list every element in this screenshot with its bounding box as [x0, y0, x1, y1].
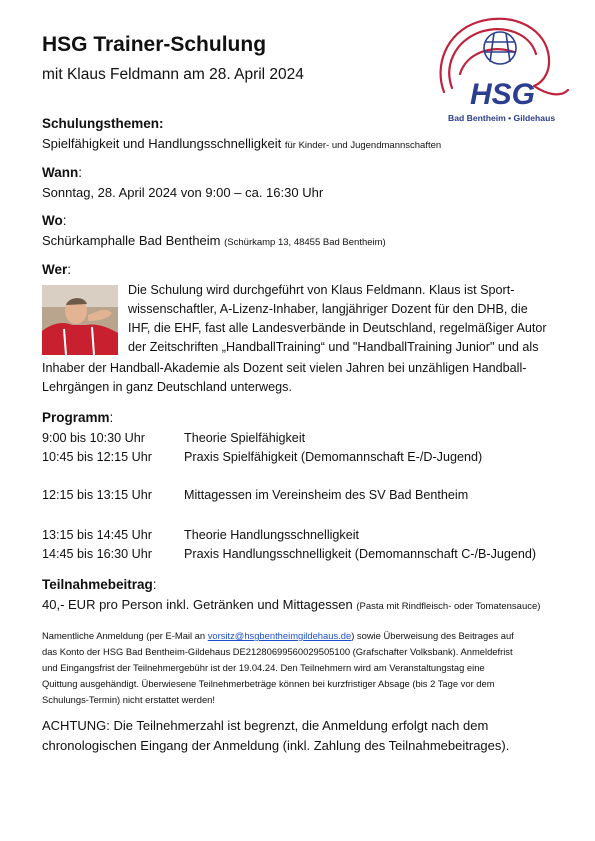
beitrag-colon: :	[152, 577, 157, 592]
wann-text: Sonntag, 28. April 2024 von 9:00 – ca. 16:30 Uhr	[42, 185, 324, 200]
wer-line-4: der Zeitschriften „HandballTraining“ und "HandballTraining Junior" und als	[128, 340, 539, 354]
programm-desc-5: Praxis Handlungsschnelligkeit (Demomannschaft C-/B-Jugend)	[184, 547, 537, 561]
wann-colon: :	[78, 165, 83, 180]
beitrag-note: (Pasta mit Rindfleisch- oder Tomatensauce)	[356, 601, 541, 612]
anmeldung-line-1	[42, 630, 514, 641]
wer-heading: Wer	[42, 262, 68, 277]
programm-time-1: 9:00 bis 10:30 Uhr	[42, 431, 145, 445]
anmeldung-line-2: das Konto der HSG Bad Bentheim-Gildehaus DE21280699560029505100 (Grafschafter Volksbank). Anmeldefrist	[42, 646, 513, 657]
anmeldung-line-4: Quittung ausgehändigt. Überwiesene Teilnehmerbeträge können bei kurzfristiger Absage (bis 2 Tage vor dem	[42, 678, 495, 689]
beitrag-heading-line	[42, 577, 157, 592]
programm-time-4: 13:15 bis 14:45 Uhr	[42, 528, 152, 542]
wo-line	[42, 233, 386, 248]
wann-heading: Wann	[42, 165, 79, 180]
logo-caption: Bad Bentheim • Gildehaus	[448, 113, 556, 123]
email-link[interactable]: vorsitz@hsgbentheimgildehaus.de	[207, 630, 352, 641]
programm-desc-3: Mittagessen im Vereinsheim des SV Bad Bentheim	[184, 488, 469, 502]
page-subtitle: mit Klaus Feldmann am 28. April 2024	[42, 66, 304, 83]
programm-colon: :	[109, 410, 114, 425]
wo-text: Schürkamphalle Bad Bentheim	[42, 233, 221, 248]
wer-line-1: Die Schulung wird durchgeführt von Klaus Feldmann. Klaus ist Sport-	[128, 283, 515, 297]
achtung-line-1: ACHTUNG: Die Teilnehmerzahl ist begrenzt, die Anmeldung erfolgt nach dem	[42, 718, 489, 733]
wer-colon: :	[67, 262, 72, 277]
themen-main: Spielfähigkeit und Handlungsschnelligkeit	[42, 136, 282, 151]
programm-desc-4: Theorie Handlungsschnelligkeit	[184, 528, 360, 542]
hsg-logo	[430, 14, 570, 126]
themen-note: für Kinder- und Jugendmannschaften	[284, 140, 442, 151]
wer-line-5: Inhaber der Handball-Akademie als Dozent seit vielen Jahren bei unzähligen Handball-	[42, 361, 527, 375]
page-title: HSG Trainer-Schulung	[42, 33, 267, 56]
programm-time-5: 14:45 bis 16:30 Uhr	[42, 547, 152, 561]
wo-heading: Wo	[42, 213, 63, 228]
achtung-line-2: chronologischen Eingang der Anmeldung (inkl. Zahlung des Teilnahmebeitrages).	[42, 738, 510, 753]
wer-line-6: Lehrgängen in ganz Deutschland unterwegs.	[42, 380, 292, 394]
beitrag-text: 40,- EUR pro Person inkl. Getränken und Mittagessen	[42, 597, 353, 612]
anmeldung-pre: Namentliche Anmeldung (per E-Mail an	[42, 630, 208, 641]
anmeldung-line-3: und Eingangsfrist der Teilnehmergebühr ist der 19.04.24. Den Teilnehmern wird am Veranstaltungstag eine	[42, 662, 485, 673]
anmeldung-line-5: Schulungs-Termin) nicht erstattet werden!	[42, 694, 215, 705]
wann-heading-line	[42, 165, 82, 180]
programm-desc-1: Theorie Spielfähigkeit	[184, 431, 306, 445]
themen-line	[42, 136, 441, 151]
programm-time-2: 10:45 bis 12:15 Uhr	[42, 450, 152, 464]
anmeldung-post: ) sowie Überweisung des Beitrages auf	[351, 630, 514, 641]
wo-note: (Schürkamp 13, 48455 Bad Bentheim)	[224, 237, 386, 248]
wer-heading-line	[42, 262, 71, 277]
wo-heading-line	[42, 213, 67, 228]
programm-heading: Programm	[42, 410, 110, 425]
beitrag-line	[42, 597, 540, 612]
logo-text: HSG	[470, 78, 536, 111]
programm-time-3: 12:15 bis 13:15 Uhr	[42, 488, 152, 502]
wo-colon: :	[62, 213, 67, 228]
wer-line-3: IHF, die EHF, fast alle Landesverbände in Deutschland, regelmäßiger Autor	[128, 321, 547, 335]
beitrag-heading: Teilnahmebeitrag	[42, 577, 153, 592]
programm-desc-2: Praxis Spielfähigkeit (Demomannschaft E-/D-Jugend)	[184, 450, 483, 464]
trainer-photo	[42, 285, 118, 355]
wer-line-2: wissenschaftler, A-Lizenz-Inhaber, langjähriger Dozent für den DHB, die	[128, 302, 528, 316]
programm-heading-line	[42, 410, 113, 425]
themen-heading: Schulungsthemen:	[42, 116, 164, 131]
